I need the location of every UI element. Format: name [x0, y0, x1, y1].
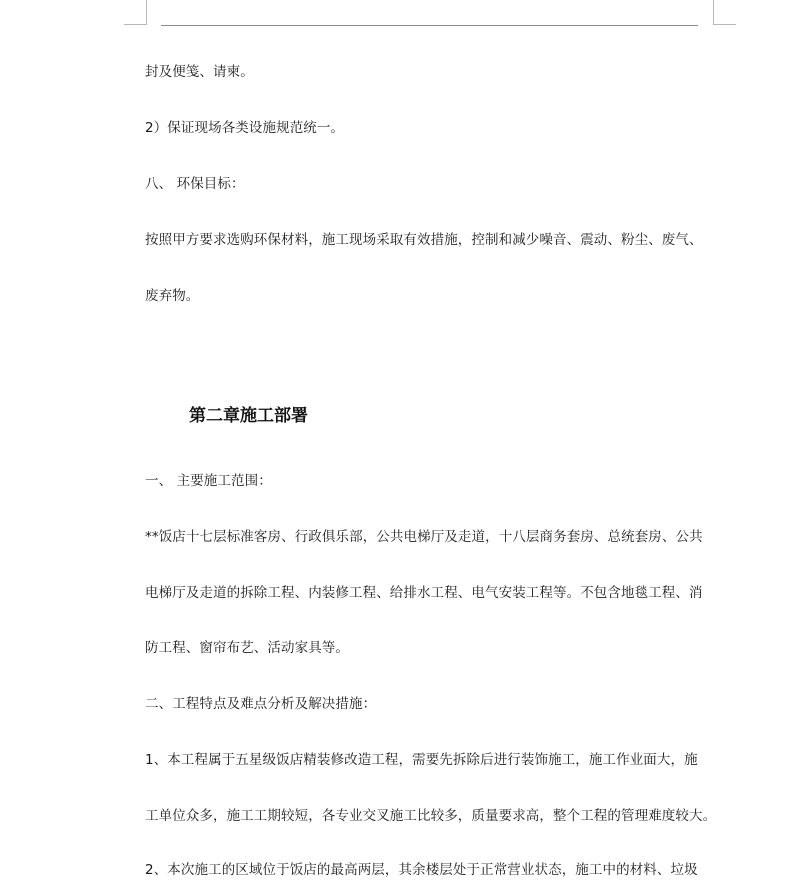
body-line: 按照甲方要求选购环保材料，施工现场采取有效措施，控制和减少噪音、震动、粉尘、废气、	[145, 232, 703, 248]
section-heading: 八、 环保目标：	[145, 176, 245, 192]
body-line: 2）保证现场各类设施规范统一。	[145, 120, 345, 136]
crop-mark-top-left	[124, 0, 147, 25]
body-line: 1、本工程属于五星级饭店精装修改造工程，需要先拆除后进行装饰施工，施工作业面大，施	[145, 752, 698, 768]
body-line: 工单位众多，施工工期较短，各专业交叉施工比较多，质量要求高，整个工程的管理难度较大。	[145, 808, 717, 824]
section-heading: 一、 主要施工范围：	[145, 473, 272, 489]
body-line: 封及便笺、请柬。	[145, 64, 254, 80]
body-line: 防工程、窗帘布艺、活动家具等。	[145, 640, 349, 656]
crop-mark-top-right	[713, 0, 736, 25]
body-line: 2、本次施工的区域位于饭店的最高两层，其余楼层处于正常营业状态，施工中的材料、垃圾	[145, 862, 698, 878]
chapter-title: 第二章施工部署	[189, 406, 308, 426]
section-heading: 二、工程特点及难点分析及解决措施：	[145, 696, 377, 712]
body-line: **饭店十七层标准客房、行政俱乐部，公共电梯厅及走道，十八层商务套房、总统套房、公共	[145, 529, 703, 545]
body-line: 电梯厅及走道的拆除工程、内装修工程、给排水工程、电气安装工程等。不包含地毯工程、消	[145, 585, 703, 601]
body-line: 废弃物。	[145, 288, 200, 304]
header-rule	[161, 25, 698, 26]
